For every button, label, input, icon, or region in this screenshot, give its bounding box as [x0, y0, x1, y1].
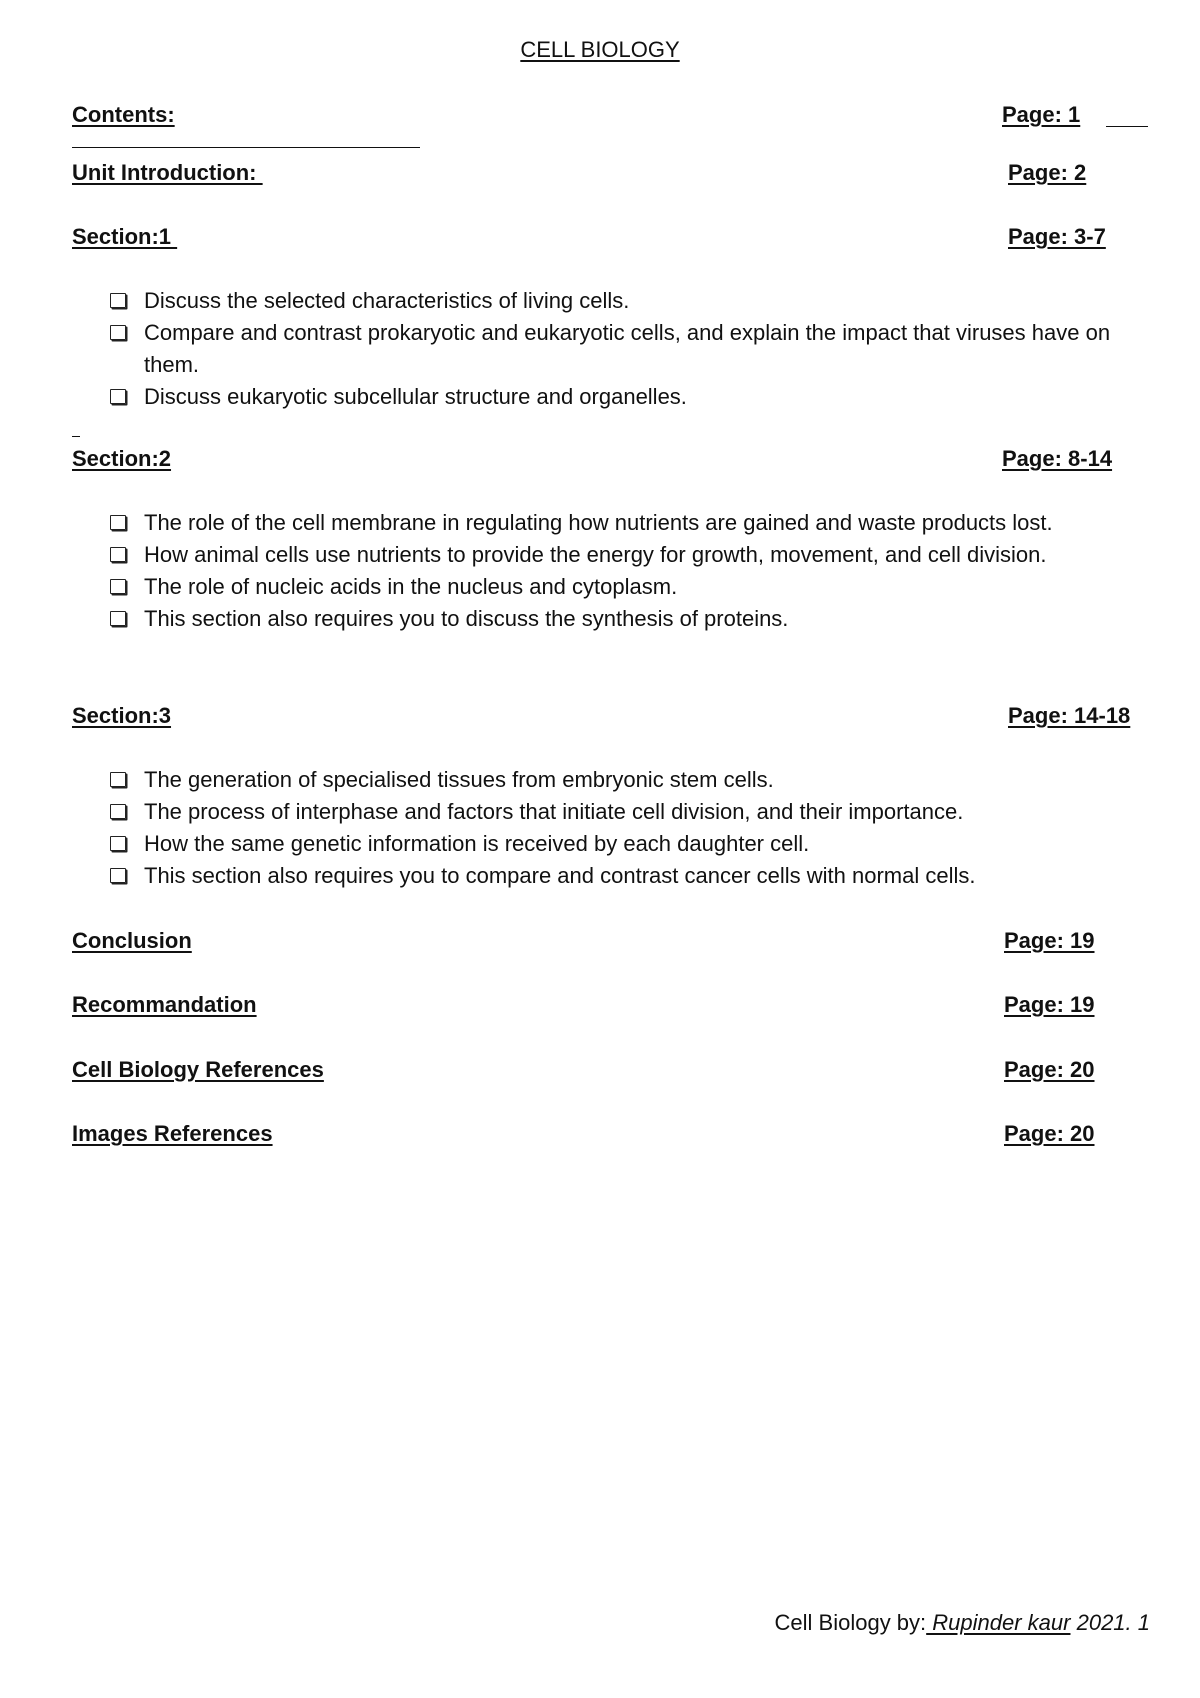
- contents-row: [72, 102, 1152, 132]
- checkbox-icon: [110, 836, 126, 851]
- conclusion-label: Conclusion: [72, 928, 192, 953]
- list-item-text: How the same genetic information is received by each daughter cell.: [144, 831, 810, 856]
- checkbox-icon: [110, 868, 126, 883]
- section-3-label: Section:3: [72, 703, 172, 728]
- list-item: [108, 539, 1158, 571]
- list-item: [108, 285, 1158, 317]
- list-item: [108, 571, 1158, 603]
- list-item: [108, 828, 1158, 860]
- section-1-row: [72, 224, 1152, 254]
- unit-introduction-page-ref: Page: 2: [1008, 160, 1087, 185]
- section-1-list: [108, 285, 1158, 413]
- list-item: [108, 317, 1158, 381]
- cell-biology-references-label: Cell Biology References: [72, 1057, 324, 1082]
- list-item: [108, 381, 1158, 413]
- checkbox-icon: [110, 515, 126, 530]
- footer-prefix: Cell Biology by:: [774, 1610, 927, 1635]
- list-item-text: The role of the cell membrane in regulating how nutrients are gained and waste products lost.: [144, 510, 1053, 535]
- section-3-list: [108, 764, 1158, 892]
- contents-page-ref: Page: 1: [1002, 102, 1081, 127]
- cell-biology-references-page-ref: Page: 20: [1004, 1057, 1095, 1082]
- list-item-text: Discuss the selected characteristics of living cells.: [144, 288, 630, 313]
- list-item: [108, 796, 1158, 828]
- unit-introduction-row: [72, 160, 1152, 190]
- section-1-page-ref: Page: 3-7: [1008, 224, 1106, 249]
- section-3-row: [72, 703, 1152, 733]
- conclusion-row: [72, 928, 1152, 958]
- section-2-label: Section:2: [72, 446, 172, 471]
- checkbox-icon: [110, 611, 126, 626]
- list-item-text: Compare and contrast prokaryotic and eukaryotic cells, and explain the impact that viruses have on them.: [144, 320, 1111, 377]
- footer-year-page: 2021. 1: [1070, 1610, 1150, 1635]
- checkbox-icon: [110, 293, 126, 308]
- checkbox-icon: [110, 325, 126, 340]
- list-item: [108, 860, 1158, 892]
- footer-author: Rupinder kaur: [926, 1610, 1071, 1635]
- recommendation-row: [72, 992, 1152, 1022]
- page-ref-underline-extension: [1106, 126, 1148, 127]
- list-item-text: Discuss eukaryotic subcellular structure and organelles.: [144, 384, 687, 409]
- list-item: [108, 764, 1158, 796]
- checkbox-icon: [110, 804, 126, 819]
- list-item-text: This section also requires you to discuss the synthesis of proteins.: [144, 606, 789, 631]
- list-item: [108, 507, 1158, 539]
- recommendation-label: Recommandation: [72, 992, 257, 1017]
- checkbox-icon: [110, 547, 126, 562]
- unit-introduction-label: Unit Introduction:: [72, 160, 263, 185]
- page-footer: [775, 1610, 1150, 1636]
- section-1-label: Section:1: [72, 224, 178, 249]
- conclusion-page-ref: Page: 19: [1004, 928, 1095, 953]
- section-2-list: [108, 507, 1158, 635]
- images-references-label: Images References: [72, 1121, 273, 1146]
- images-references-row: [72, 1121, 1152, 1151]
- section-2-page-ref: Page: 8-14: [1002, 446, 1113, 471]
- list-item-text: The generation of specialised tissues from embryonic stem cells.: [144, 767, 774, 792]
- checkbox-icon: [110, 579, 126, 594]
- checkbox-icon: [110, 772, 126, 787]
- list-item-text: This section also requires you to compare and contrast cancer cells with normal cells.: [144, 863, 976, 888]
- list-item-text: The role of nucleic acids in the nucleus and cytoplasm.: [144, 574, 678, 599]
- images-references-page-ref: Page: 20: [1004, 1121, 1095, 1146]
- checkbox-icon: [110, 389, 126, 404]
- list-item: [108, 603, 1158, 635]
- section-3-page-ref: Page: 14-18: [1008, 703, 1131, 728]
- cell-biology-references-row: [72, 1057, 1152, 1087]
- section-2-row: [72, 446, 1152, 476]
- blank-underline: [72, 147, 420, 148]
- list-item-text: How animal cells use nutrients to provide the energy for growth, movement, and cell division.: [144, 542, 1047, 567]
- recommendation-page-ref: Page: 19: [1004, 992, 1095, 1017]
- stray-dash: [72, 436, 80, 437]
- document-title: CELL BIOLOGY: [520, 37, 680, 62]
- list-item-text: The process of interphase and factors that initiate cell division, and their importance.: [144, 799, 964, 824]
- contents-label: Contents:: [72, 102, 175, 127]
